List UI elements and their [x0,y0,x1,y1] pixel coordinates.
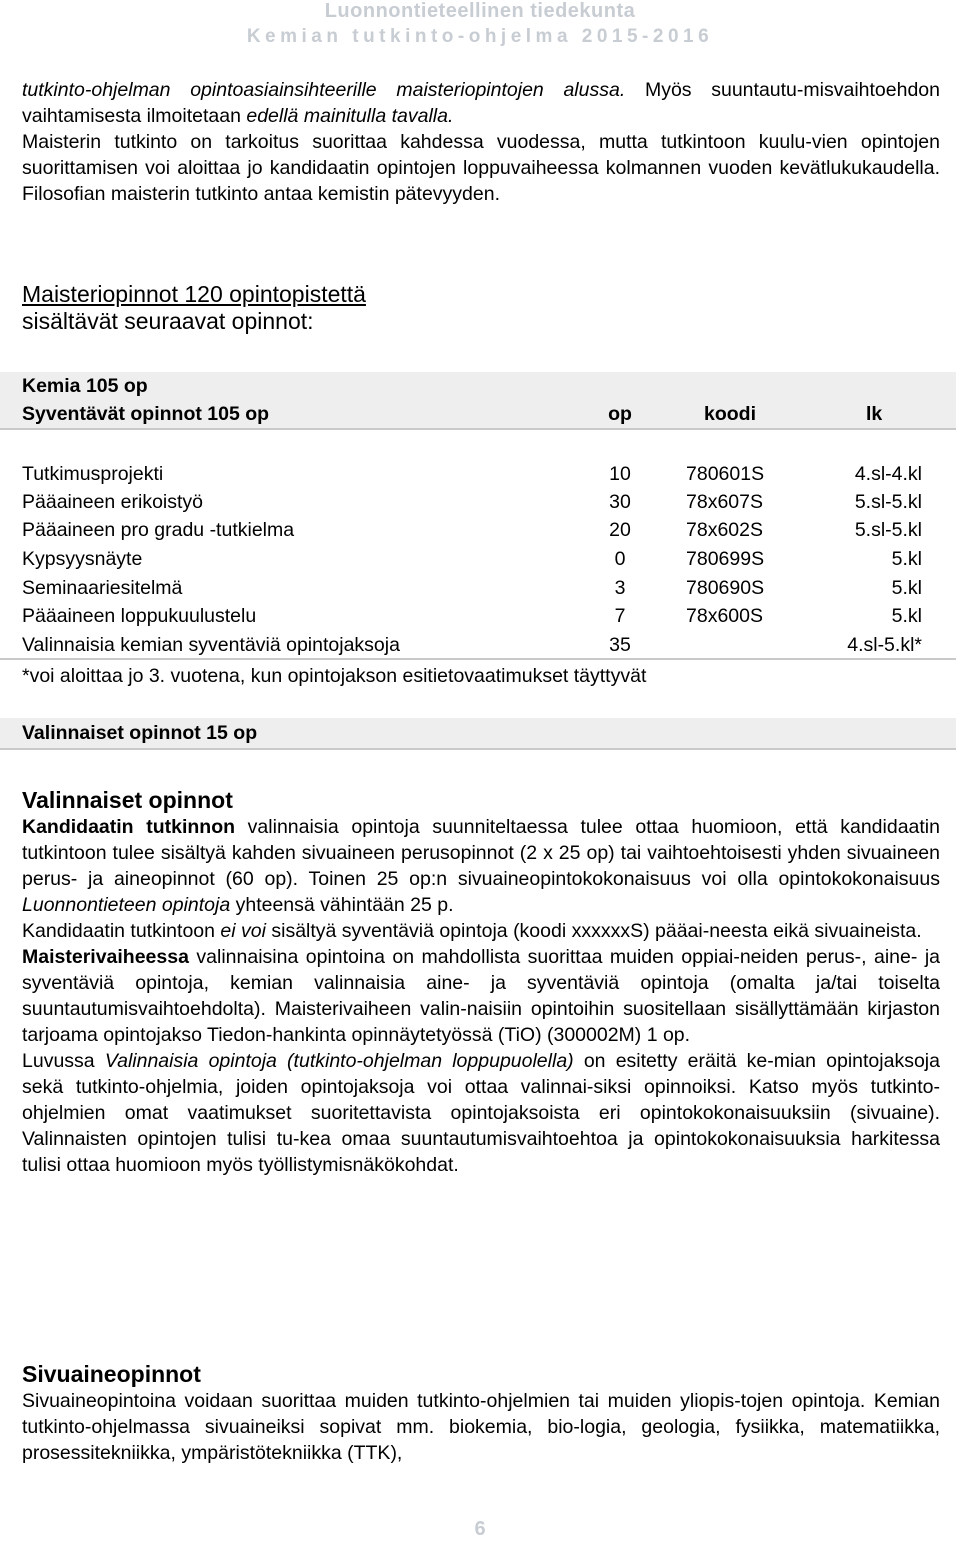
course-lk: 5.kl [891,548,922,570]
table-subtitle: Syventävät opinnot 105 op [22,403,270,425]
course-lk: 5.sl-5.kl [854,491,922,513]
optional-paragraph-2 [22,918,940,944]
optional-heading: Valinnaiset opinnot [22,787,233,813]
column-lk: lk [866,403,883,425]
optional-section [22,786,940,1178]
optional-band-row [0,719,960,747]
course-code: 78x600S [686,605,763,627]
table-title: Kemia 105 op [22,375,148,397]
course-op: 35 [609,634,631,656]
optional-p2-italic: ei voi [220,920,266,942]
course-lk: 5.sl-5.kl [854,519,922,541]
course-name: Pääaineen pro gradu -tutkielma [22,519,295,541]
minor-heading: Sivuaineopinnot [22,1361,201,1387]
table-header-divider [0,428,956,430]
minor-section [22,1360,940,1466]
course-op: 30 [609,491,631,513]
intro-text-a: Myös suuntautu-misvaihtoehdon vaihtamisesta ilmoitetaan [22,79,940,127]
optional-paragraph-3 [22,944,940,1048]
table-title-row [0,372,960,400]
intro-paragraph [22,77,940,207]
optional-band-divider [0,748,956,750]
course-lk: 5.kl [891,605,922,627]
course-op: 0 [614,548,626,570]
optional-p1-text: valinnaisia opintoja suunniteltaessa tulee ottaa huomioon, että kandidaatin tutkintoon tulee sisältyä kahden sivuaineen perusopinnot (2 x 25 op) tai vaihtoehtoisesti yhden sivuaineen perus- ja aineopinnot (60 op). Toinen 25 op:n sivuaineopintokokonaisuus voi olla opintokokonaisuus [22,816,940,890]
table-column-header-row [0,400,960,428]
course-code: 780690S [686,577,765,599]
course-code: 78x602S [686,519,763,541]
optional-paragraph-1 [22,814,940,918]
program-title: Kemian tutkinto-ohjelma 2015-2016 [246,26,714,47]
course-name: Pääaineen erikoistyö [22,491,204,513]
course-code: 78x607S [686,491,763,513]
optional-p1-bold: Kandidaatin tutkinnon [22,816,236,838]
course-op: 10 [609,463,631,485]
course-name: Valinnaisia kemian syventäviä opintojaksoja [22,634,400,656]
optional-p2-a: Kandidaatin tutkintoon [22,920,221,942]
table-row [0,631,960,659]
optional-p3-text: valinnaisina opintoina on mahdollista suorittaa muiden oppiai-neiden perus-, aine- ja syventäviä opintoja, kemian valinnaisia aine- ja syventäviä opintoja (omalta ja/tai toiselta suuntautumisvaihtoehdolta). Maisterivaiheen valin-naisiin opintoihin suositellaan sisällyttämään kirjaston tarjoama opintojakso Tiedon-hankinta opinnäytetyössä (TiO) (300002M) 1 op. [22,946,940,1046]
course-lk: 4.sl-4.kl [854,463,922,485]
minor-paragraph: Sivuaineopintoina voidaan suorittaa muiden tutkinto-ohjelmien tai muiden yliopis-tojen opintoja. Kemian tutkinto-ohjelmassa sivuaineiksi sopivat mm. biokemia, bio-logia, geologia, fysiikka, matematiikka, prosessitekniikka, ympäristötekniikka (TTK), [22,1390,940,1464]
course-code: 780699S [686,548,765,570]
course-op: 20 [609,519,631,541]
table-row [0,545,960,573]
table-row [0,574,960,602]
table-footnote: *voi aloittaa jo 3. vuotena, kun opintojakson esitietovaatimukset täyttyvät [22,665,647,687]
course-name: Tutkimusprojekti [22,463,164,485]
table-footnote-row [0,662,960,690]
course-op: 7 [614,605,626,627]
faculty-title: Luonnontieteellinen tiedekunta [324,0,636,22]
optional-p4-a: Luvussa [22,1050,105,1072]
optional-p4-b: on esitetty eräitä ke-mian opintojaksoja sekä tutkinto-ohjelmia, joiden opintojaksoja voi ottaa valinnai-siksi opinnoiksi. Katso myös tutkinto-ohjelmien omat vaatimukset suoritettavista opintojaksoista eri opintokokonaisuuksiin (sivuaine). Valinnaisten opintojen tulisi tu-kea omaa suuntautumisvaihtoehtoa ja opintokokonaisuuksia harkitessa tulisi ottaa huomioon myös työllistymisnäkökohdat. [22,1050,940,1176]
optional-p3-bold: Maisterivaiheessa [22,946,189,968]
table-row [0,602,960,630]
course-name: Kypsyysnäyte [22,548,143,570]
column-code: koodi [704,403,756,425]
masters-heading [22,281,366,335]
course-code: 780601S [686,463,765,485]
course-name: Pääaineen loppukuulustelu [22,605,257,627]
course-name: Seminaariesitelmä [22,577,183,599]
intro-text-2: Maisterin tutkinto on tarkoitus suorittaa kahdessa vuodessa, mutta tutkintoon kuulu-vien opintojen suorittamisen voi aloittaa jo kandidaatin opintojen loppuvaiheessa kolmannen vuoden kevätlukukaudella. Filosofian maisterin tutkinto antaa kemistin pätevyyden. [22,131,940,205]
optional-p1-italic: Luonnontieteen opintoja [22,894,231,916]
optional-band-title: Valinnaiset opinnot 15 op [22,722,258,744]
table-row [0,488,960,516]
optional-p4-italic: Valinnaisia opintoja (tutkinto-ohjelman loppupuolella) [104,1050,574,1072]
optional-paragraph-4 [22,1048,940,1178]
table-row [0,516,960,544]
table-bottom-divider [0,658,956,660]
intro-italic: tutkinto-ohjelman opintoasiainsihteerille maisteriopintojen alussa. [22,79,626,101]
optional-p1-end: yhteensä vähintään 25 p. [230,894,454,916]
course-lk: 4.sl-5.kl* [847,634,922,656]
intro-italic-b: edellä mainitulla tavalla. [246,105,454,127]
page-number: 6 [474,1518,486,1540]
course-lk: 5.kl [891,577,922,599]
optional-p2-b: sisältyä syventäviä opintoja (koodi xxxxxxS) pääai-neesta eikä sivuaineista. [265,920,922,942]
masters-heading-underlined: Maisteriopinnot 120 opintopistettä [22,281,366,307]
masters-heading-rest: sisältävät seuraavat opinnot: [22,308,314,334]
column-op: op [608,403,632,425]
table-row [0,460,960,488]
course-op: 3 [614,577,626,599]
